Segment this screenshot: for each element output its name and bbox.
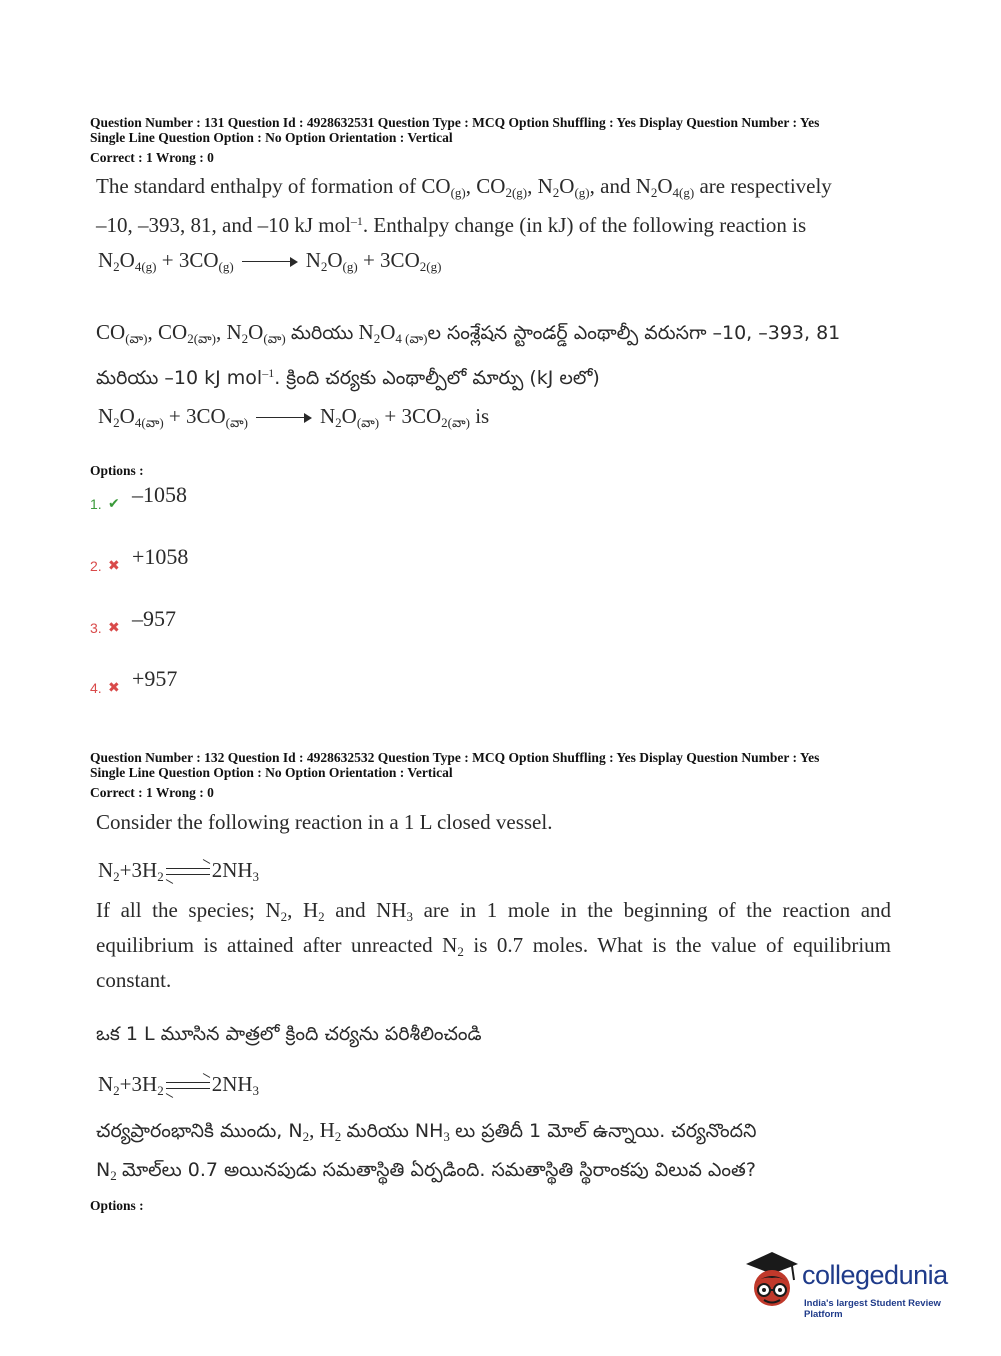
option-value: +957 [132, 666, 178, 691]
cross-icon: ✖ [108, 558, 120, 574]
q131-english-text: The standard enthalpy of formation of $CO_{(g)}$, $CO_{2(g)}$, $N_2O_{(g)}$, and $N_2O_{4(g)}$ are respectively –10, –393, 81, and –10 kJ mol$^{-1}$. Enthalpy change (in kJ) of the following reaction is [96, 174, 832, 237]
q131-reaction-telugu: $N_2O_{4(వా)} + 3CO_{(వా)}$ $N_2O_{(వా)} + 3CO_{2(వా)}$ is [98, 404, 490, 430]
option-number: 4. [90, 680, 102, 696]
q131-option-4[interactable] [90, 668, 177, 696]
q131-option-2[interactable] [90, 546, 188, 574]
q132-english-intro: Consider the following reaction in a 1 L closed vessel. [96, 810, 553, 834]
q132-meta-line2: Single Line Question Option : No Option Orientation : Vertical [90, 765, 453, 780]
q132-telugu-text: చర్యప్రారంభానికి ముందు, $N_2$, $H_2$ మరియు $NH_3$ లు ప్రతిదీ 1 మోల్ ఉన్నాయి. చర్యనొందని $N_2$ మోల్‌లు 0.7 అయినపుడు సమతాస్థితి ఏర్పడింది. సమతాస్థితి స్థిరాంకపు విలువ ఎంత? [96, 1118, 757, 1183]
equilibrium-arrow-icon [166, 866, 210, 878]
q132-meta-line3: Correct : 1 Wrong : 0 [90, 785, 214, 800]
collegedunia-logo [742, 1250, 972, 1320]
q132-reaction-english: $N_2+3H_2$ $2NH_3$ [98, 858, 260, 884]
q131-meta [90, 115, 819, 165]
q131-meta-line2: Single Line Question Option : No Option Orientation : Vertical [90, 130, 453, 145]
q132-english-text: If all the species; $N_2$, $H_2$ and $NH_3$ are in 1 mole in the beginning of the reaction and equilibrium is attained after unreacted $N_2$ is 0.7 moles. What is the value of equilibrium constant. [96, 898, 892, 992]
q131-reaction-english: $N_2O_{4(g)} + 3CO_{(g)}$ $N_2O_{(g)} + 3CO_{2(g)}$ [98, 248, 442, 274]
mascot-icon [742, 1250, 802, 1316]
q131-option-1[interactable] [90, 484, 187, 512]
cross-icon: ✖ [108, 620, 120, 636]
equilibrium-arrow-icon [166, 1080, 210, 1092]
option-number: 2. [90, 558, 102, 574]
q132-meta-line1: Question Number : 132 Question Id : 4928632532 Question Type : MCQ Option Shuffling : Yes Display Question Number : Yes [90, 750, 820, 765]
reaction-arrow-icon [242, 257, 298, 267]
q132-options-label: Options : [90, 1198, 144, 1213]
reaction-arrow-icon [256, 413, 312, 423]
option-number: 1. [90, 496, 102, 512]
q131-meta-line3: Correct : 1 Wrong : 0 [90, 150, 214, 165]
option-value: +1058 [132, 544, 189, 569]
logo-tagline: India's largest Student Review Platform [804, 1298, 941, 1320]
option-value: –957 [132, 606, 176, 631]
cross-icon: ✖ [108, 680, 120, 696]
q131-options-label: Options : [90, 463, 144, 478]
q132-meta [90, 750, 819, 800]
q132-reaction-telugu: $N_2+3H_2$ $2NH_3$ [98, 1072, 260, 1098]
option-number: 3. [90, 620, 102, 636]
logo-wordmark: collegedunia [802, 1260, 948, 1290]
q131-meta-line1: Question Number : 131 Question Id : 4928632531 Question Type : MCQ Option Shuffling : Yes Display Question Number : Yes [90, 115, 820, 130]
q132-telugu-intro: ఒక 1 L మూసిన పాత్రలో క్రింది చర్యను పరిశీలించండి [96, 1023, 482, 1045]
q131-option-3[interactable] [90, 608, 176, 636]
q131-telugu-text: $CO_{(వా)}$, $CO_{2(వా)}$, $N_2O_{(వా)}$ మరియు $N_2O_{4 (వా)}ల$ సంశ్లేషన స్టాండర్డ్ ఎంథాల్పీ వరుసగా –10, –393, 81 మరియు –10 kJ mol$^{-1}$. క్రింది చర్యకు ఎంథాల్పీలో మార్పు (kJ లలో) [96, 320, 841, 389]
check-icon: ✔ [108, 496, 120, 512]
option-value: –1058 [132, 482, 187, 507]
